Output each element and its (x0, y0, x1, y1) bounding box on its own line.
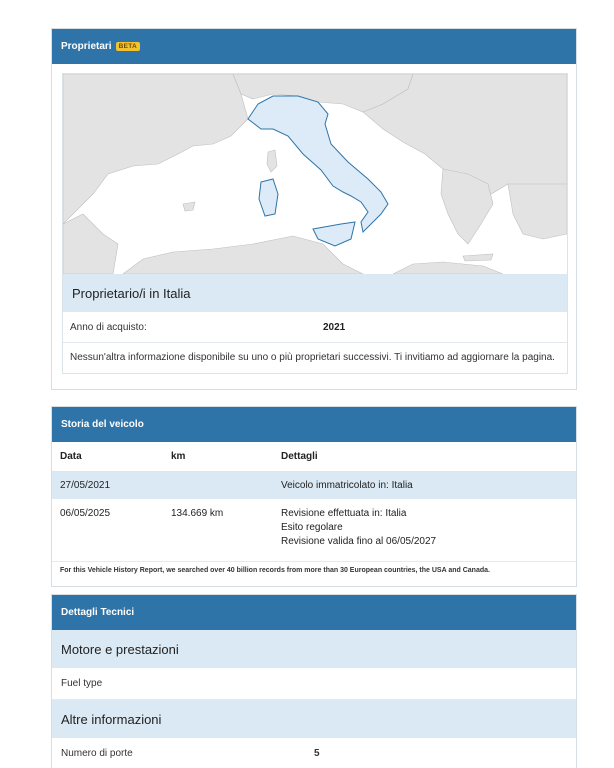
doors-value: 5 (314, 748, 320, 759)
row-km (163, 471, 273, 499)
europe-map (63, 74, 567, 274)
history-footnote: For this Vehicle History Report, we searched over 40 billion records from more than 30 European countries, the USA and Canada. (52, 561, 576, 579)
col-date: Data (52, 442, 163, 471)
row-details: Veicolo immatricolato in: Italia (273, 471, 576, 499)
fuel-type-label: Fuel type (61, 678, 103, 689)
purchase-year-row (63, 312, 567, 343)
history-header-title: Storia del veicolo (61, 419, 144, 430)
engine-section-title: Motore e prestazioni (52, 630, 576, 668)
detail-line: Esito regolare (281, 522, 343, 533)
detail-line: Revisione valida fino al 06/05/2027 (281, 536, 437, 547)
other-info-section-title: Altre informazioni (52, 700, 576, 738)
owners-header-title: Proprietari (61, 41, 112, 52)
col-km: km (163, 442, 273, 471)
owners-subtitle: Proprietario/i in Italia (63, 274, 567, 312)
tech-header (52, 595, 576, 630)
owners-header (52, 29, 576, 64)
owners-note: Nessun'altra informazione disponibile su uno o più proprietari successivi. Ti invitiamo ad aggiornare la pagina. (70, 352, 555, 363)
beta-badge: BETA (116, 42, 140, 51)
history-table-header (52, 442, 576, 471)
row-date: 06/05/2025 (60, 508, 111, 519)
table-row (52, 499, 576, 561)
purchase-year-label: Anno di acquisto: (70, 321, 147, 333)
owners-panel (62, 73, 568, 374)
history-card (51, 406, 577, 587)
doors-row (52, 738, 576, 768)
fuel-type-row (52, 668, 576, 700)
detail-line: Revisione effettuata in: Italia (281, 508, 407, 519)
row-km: 134.669 km (171, 508, 224, 519)
history-table (52, 442, 576, 561)
doors-label: Numero di porte (61, 748, 133, 759)
row-date: 27/05/2021 (52, 471, 163, 499)
purchase-year-value: 2021 (323, 321, 346, 333)
history-header (52, 407, 576, 442)
row-details (273, 499, 576, 561)
tech-header-title: Dettagli Tecnici (61, 607, 135, 618)
owners-card (51, 28, 577, 390)
tech-card (51, 594, 577, 768)
table-row (52, 471, 576, 499)
col-details: Dettagli (273, 442, 576, 471)
